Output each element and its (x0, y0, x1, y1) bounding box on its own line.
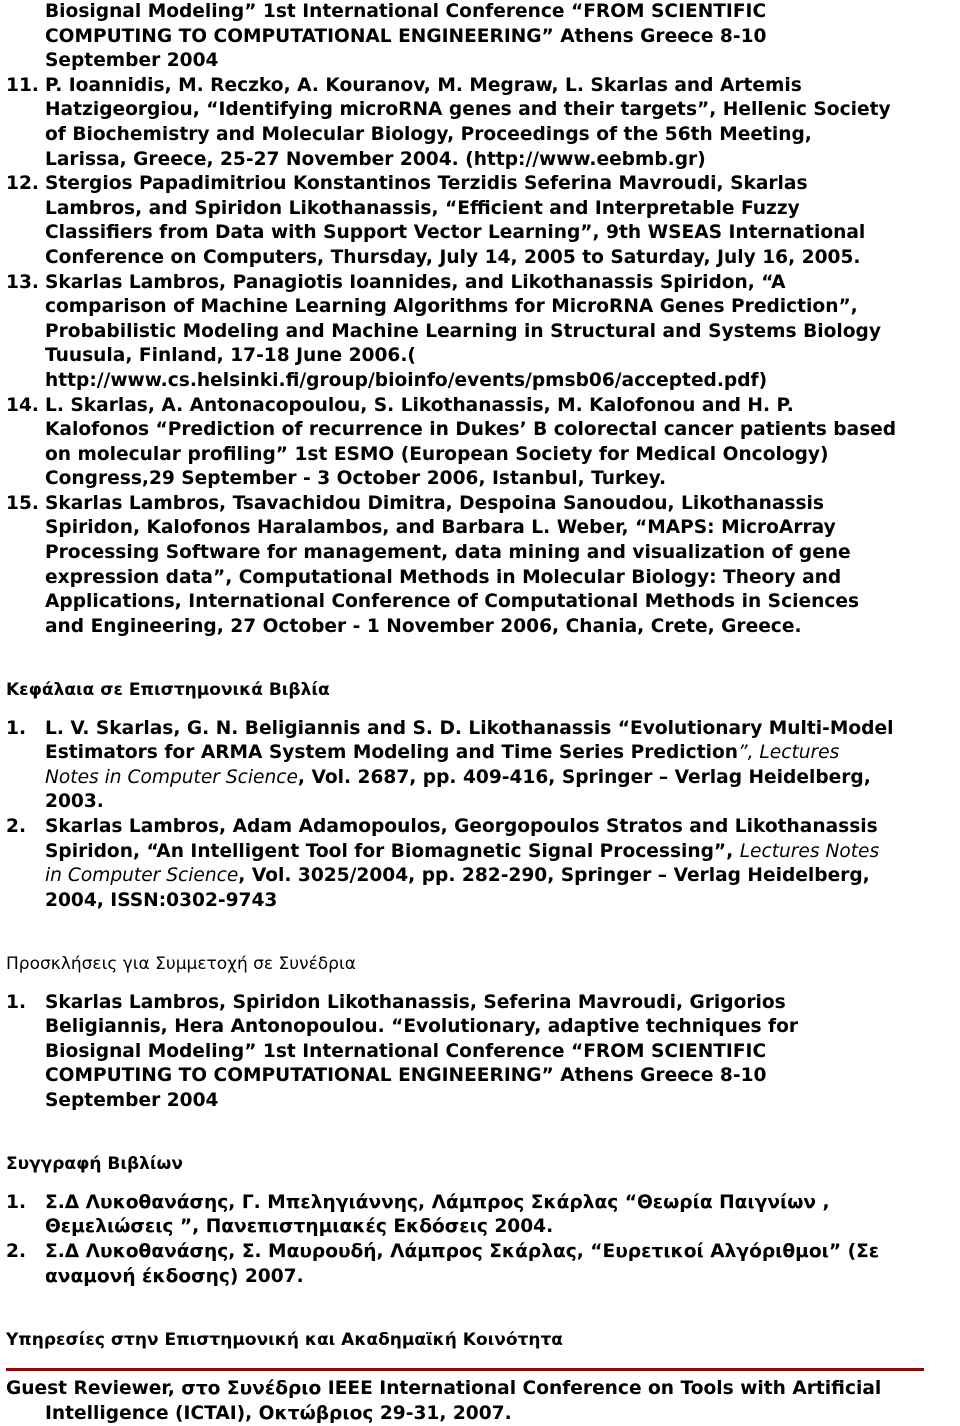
section-heading-invitations: Προσκλήσεις για Συμμετοχή σε Συνέδρια (6, 953, 356, 974)
publication-entry-12 (6, 172, 958, 270)
text-line: Conference on Computers, Thursday, July 14, 2005 to Saturday, July 16, 2005. (45, 246, 861, 268)
entry-number: 2. (6, 1240, 27, 1262)
document-page (6, 0, 958, 1426)
text-segment: , Vol. 3025/2004, pp. 282-290, Springer – Verlag Heidelberg, (238, 865, 870, 887)
text-line: COMPUTING TO COMPUTATIONAL ENGINEERING” Athens Greece 8-10 (45, 1065, 767, 1087)
publication-entry-15 (6, 492, 958, 640)
text-line: Beligiannis, Hera Antonopoulou. “Evolutionary, adaptive techniques for (45, 1016, 799, 1038)
text-line: Hatzigeorgiou, “Identifying microRNA genes and their targets”, Hellenic Society (45, 99, 891, 121)
text-segment: ”, Lectures (737, 742, 840, 764)
entry-number: 15. (6, 492, 39, 514)
series-name: Lectures Notes (739, 840, 880, 862)
text-line: αναμονή έκδοσης) 2007. (45, 1265, 304, 1287)
text-line: Guest Reviewer, στο Συνέδριο IEEE International Conference on Tools with Artificial (6, 1378, 882, 1400)
book-entry-1 (6, 1191, 958, 1240)
chapter-entry-1 (6, 717, 958, 815)
publication-entry-13 (6, 271, 958, 394)
continued-entry (6, 0, 958, 74)
entry-number: 12. (6, 173, 39, 195)
text-line: Tuusula, Finland, 17-18 June 2006.( (45, 345, 416, 367)
entry-number: 14. (6, 394, 39, 416)
text-line: Stergios Papadimitriou Konstantinos Terzidis Seferina Mavroudi, Skarlas (45, 173, 808, 195)
text-line: Skarlas Lambros, Adam Adamopoulos, Georgopoulos Stratos and Likothanassis (45, 816, 878, 837)
section-heading-chapters: Κεφάλαια σε Επιστημονικά Βιβλία (6, 680, 330, 701)
book-entry-2 (6, 1240, 958, 1289)
text-line: expression data”, Computational Methods in Molecular Biology: Theory and (45, 566, 842, 588)
section-divider (6, 1368, 924, 1371)
text-line: Skarlas Lambros, Spiridon Likothanassis, Seferina Mavroudi, Grigorios (45, 991, 786, 1013)
entry-number: 1. (6, 1191, 27, 1213)
text-line: Kalofonos “Prediction of recurrence in Dukes’ B colorectal cancer patients based (45, 419, 897, 441)
text-segment: Spiridon, “An Intelligent Tool for Biomagnetic Signal Processing”, (45, 840, 740, 862)
text-segment: Estimators for ARMA System Modeling and Time Series Prediction (45, 742, 738, 764)
publication-entry-11 (6, 74, 958, 172)
entry-number: 2. (6, 816, 27, 837)
text-line: 2003. (45, 791, 104, 813)
text-line: Probabilistic Modeling and Machine Learning in Structural and Systems Biology (45, 320, 881, 342)
text-line: September 2004 (45, 50, 219, 72)
entry-number: 1. (6, 717, 27, 739)
text-line: L. V. Skarlas, G. N. Beligiannis and S. D. Likothanassis “Evolutionary Multi-Model (45, 717, 894, 739)
series-name: Notes in Computer Science (45, 766, 298, 788)
text-line: Skarlas Lambros, Panagiotis Ioannides, and Likothanassis Spiridon, “A (45, 271, 786, 293)
text-line: of Biochemistry and Molecular Biology, Proceedings of the 56th Meeting, (45, 123, 812, 145)
text-line: Lambros, and Spiridon Likothanassis, “Efficient and Interpretable Fuzzy (45, 197, 800, 219)
text-line: Applications, International Conference of Computational Methods in Sciences (45, 591, 860, 613)
text-line: and Engineering, 27 October - 1 November 2006, Chania, Crete, Greece. (45, 615, 802, 637)
text-line: L. Skarlas, A. Antonacopoulou, S. Likothanassis, M. Kalofonou and H. P. (45, 394, 794, 416)
text-line: Σ.Δ Λυκοθανάσης, Γ. Μπεληγιάννης, Λάμπρος Σκάρλας “Θεωρία Παιγνίων , (45, 1191, 830, 1213)
text-line: Classifiers from Data with Support Vector Learning”, 9th WSEAS International (45, 222, 866, 244)
publication-entry-14 (6, 394, 958, 492)
text-line: COMPUTING TO COMPUTATIONAL ENGINEERING” Athens Greece 8-10 (45, 25, 767, 47)
text-line: 2004, ISSN:0302-9743 (45, 889, 278, 911)
text-line: on molecular profiling” 1st ESMO (European Society for Medical Oncology) (45, 443, 829, 465)
text-line: Processing Software for management, data mining and visualization of gene (45, 542, 851, 564)
chapter-entry-2 (6, 815, 958, 913)
section-heading-books: Συγγραφή Βιβλίων (6, 1154, 183, 1175)
text-line: Biosignal Modeling” 1st International Conference “FROM SCIENTIFIC (45, 1, 767, 22)
text-line: Σ.Δ Λυκοθανάσης, Σ. Μαυρουδή, Λάμπρος Σκάρλας, “Ευρετικοί Αλγόριθμοι” (Σε (45, 1240, 880, 1262)
text-line: P. Ioannidis, M. Reczko, A. Kouranov, M. Megraw, L. Skarlas and Artemis (45, 74, 802, 96)
text-line: Larissa, Greece, 25-27 November 2004. (http://www.eebmb.gr) (45, 148, 706, 170)
service-entry (6, 1377, 958, 1426)
text-line: Congress,29 September - 3 October 2006, Istanbul, Turkey. (45, 468, 667, 490)
invitation-entry-1 (6, 991, 958, 1114)
text-line: comparison of Machine Learning Algorithms for MicroRNA Genes Prediction”, (45, 296, 858, 318)
text-line: Θεμελιώσεις ”, Πανεπιστημιακές Εκδόσεις 2004. (45, 1216, 554, 1238)
text-line: Spiridon, Kalofonos Haralambos, and Barbara L. Weber, “MAPS: MicroArray (45, 517, 836, 539)
section-heading-services: Υπηρεσίες στην Επιστημονική και Ακαδημαϊκή Κοινότητα (6, 1329, 563, 1350)
text-segment: , Vol. 2687, pp. 409-416, Springer – Verlag Heidelberg, (297, 766, 871, 788)
text-line: September 2004 (45, 1089, 219, 1111)
entry-number: 13. (6, 271, 39, 293)
entry-number: 1. (6, 991, 27, 1013)
entry-number: 11. (6, 74, 39, 96)
text-line: Skarlas Lambros, Tsavachidou Dimitra, Despoina Sanoudou, Likothanassis (45, 492, 824, 514)
series-name: in Computer Science (45, 865, 239, 887)
text-line: Biosignal Modeling” 1st International Conference “FROM SCIENTIFIC (45, 1040, 767, 1062)
text-line: http://www.cs.helsinki.fi/group/bioinfo/events/pmsb06/accepted.pdf) (45, 369, 768, 391)
text-line: Intelligence (ICTAI), Οκτώβριος 29-31, 2007. (45, 1402, 512, 1424)
